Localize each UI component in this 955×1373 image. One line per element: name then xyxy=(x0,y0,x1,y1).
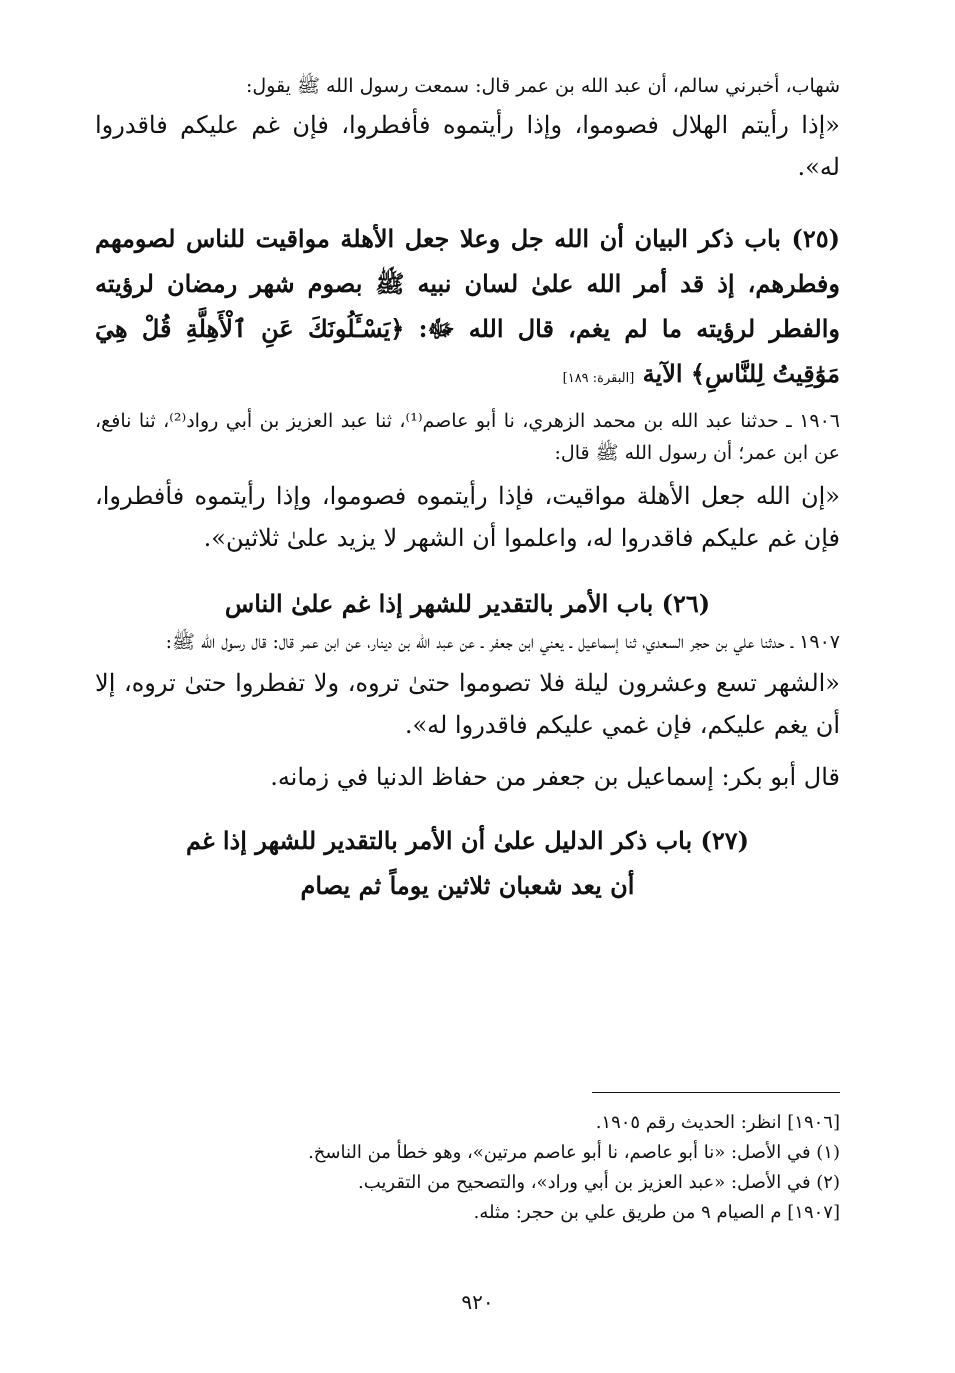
footnote-2: (٢) في الأصل: «عبد العزيز بن أبي وراد»، والتصحيح من التقريب. xyxy=(357,1172,840,1193)
page-number: ٩٢٠ xyxy=(461,1290,494,1314)
chapter-heading-27-line1: (٢٧) باب ذكر الدليل علىٰ أن الأمر بالتقدير للشهر إذا غم xyxy=(185,826,750,855)
footnote-1907: [١٩٠٧] م الصيام ٩ من طريق علي بن حجر: مثله. xyxy=(473,1202,840,1223)
chapter-heading-27 xyxy=(95,818,840,908)
narration-line: شهاب، أخبرني سالم، أن عبد الله بن عمر قال: سمعت رسول الله ﷺ يقول: xyxy=(246,75,840,97)
quran-reference: [البقرة: ١٨٩] xyxy=(562,371,635,386)
hadith-text-1906: «إن الله جعل الأهلة مواقيت، فإذا رأيتموه فصوموا، وإذا رأيتموه فأفطروا، فإن غم عليكم فاقدروا له، واعلموا أن الشهر لا يزيد علىٰ ثلاثين». xyxy=(95,482,840,552)
footnote-separator xyxy=(592,1092,840,1093)
abu-bakr-comment: قال أبو بكر: إسماعيل بن جعفر من حفاظ الدنيا في زمانه. xyxy=(270,763,840,791)
chapter-heading-25-text: (٢٥) باب ذكر البيان أن الله جل وعلا جعل الأهلة مواقيت للناس لصومهم وفطرهم، إذ قد أمر الله علىٰ لسان نبيه ﷺ بصوم شهر رمضان لرؤيته والفطر لرؤيته ما لم يغم، قال الله ﷻ: ﴿يَسْـَٔلُونَكَ عَنِ ٱلْأَهِلَّةِ قُلْ هِيَ مَوَٰقِيتُ لِلنَّاسِ﴾ الآية xyxy=(95,224,840,388)
chapter-heading-26: (٢٦) باب الأمر بالتقدير للشهر إذا غم علىٰ الناس xyxy=(224,589,711,618)
footnotes xyxy=(95,1108,840,1228)
isnad-1906: ١٩٠٦ ـ حدثنا عبد الله بن محمد الزهري، نا أبو عاصم⁽¹⁾، ثنا عبد العزيز بن أبي رواد⁽²⁾، ثنا نافع، عن ابن عمر؛ أن رسول الله ﷺ قال: xyxy=(95,410,841,464)
page-body xyxy=(95,60,840,908)
chapter-heading-27-line2: أن يعد شعبان ثلاثين يوماً ثم يصام xyxy=(300,871,635,900)
hadith-text: «إذا رأيتم الهلال فصوموا، وإذا رأيتموه فأفطروا، فإن غم عليكم فاقدروا له». xyxy=(95,111,840,181)
footnote-1: (١) في الأصل: «نا أبو عاصم، نا أبو عاصم مرتين»، وهو خطأ من الناسخ. xyxy=(308,1142,840,1163)
footnote-1906: [١٩٠٦] انظر: الحديث رقم ١٩٠٥. xyxy=(595,1112,840,1133)
chapter-heading-25 xyxy=(95,216,840,401)
isnad-1907: ١٩٠٧ ـ حدثنا علي بن حجر السعدي، ثنا إسماعيل ـ يعني ابن جعفر ـ عن عبد الله بن دينار، عن ابن عمر قال: قال رسول الله ﷺ: xyxy=(165,631,840,653)
hadith-text-1907: «الشهر تسع وعشرون ليلة فلا تصوموا حتىٰ تروه، ولا تفطروا حتىٰ تروه، إلا أن يغم عليكم، فإن غمي عليكم فاقدروا له». xyxy=(95,669,840,739)
